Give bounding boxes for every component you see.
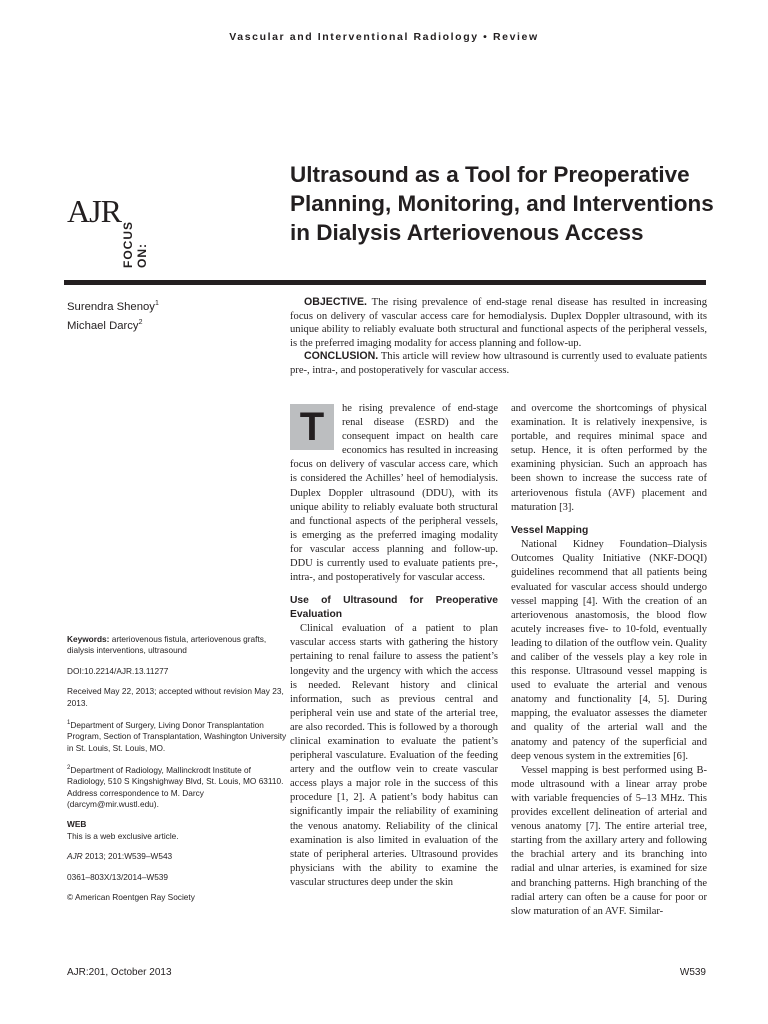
article-metadata <box>67 634 287 912</box>
article-title: Ultrasound as a Tool for Preoperative Planning, Monitoring, and Interventions in Dialysis Arteriovenous Access <box>290 162 714 245</box>
ajr-focus-logo <box>67 190 147 270</box>
doi: DOI:10.2214/AJR.13.11277 <box>67 665 169 676</box>
running-head: Vascular and Interventional Radiology • Review <box>229 31 539 43</box>
authors <box>67 296 159 334</box>
author-2: Michael Darcy$^2$ <box>67 318 143 332</box>
affiliation-2: $^2$Department of Radiology, Mallinckrodt Institute of Radiology, 510 S Kingshighway Blvd, St. Louis, MO 63110. Address correspondence to M. Darcy (darcym@mir.wustl.edu). <box>67 764 284 809</box>
section2-paragraph-1: National Kidney Foundation–Dialysis Outcomes Quality Initiative (NKF-DOQI) guidelines recommend that all patients being evaluated for vascular access should undergo vessel mapping [4]. With the creation of an arteriovenous anastomosis, the blood flow acutely increases five- to 10-fold, eventually leading to dilation of the outflow vein. Quality and caliber of the vessels play a key role in this response. Ultrasound vessel mapping is used to evaluate the arterial and venous anatomy and functionality [4, 5]. During mapping, the evaluator assesses the diameter and quality of the arterial wall and the anatomy and patency of the superficial and deep venous system in the extremities [6]. <box>511 539 707 762</box>
title-rule <box>64 280 706 285</box>
body-column-2 <box>511 402 707 919</box>
body-column-1 <box>290 402 498 890</box>
drop-cap: T <box>290 404 334 450</box>
intro-paragraph: T he rising prevalence of end-stage renal disease (ESRD) and the consequent impact on health care economics has resulted in increasing focus on delivery of vascular access care, which is considered the Achilles’ heel of hemodialysis. Duplex Doppler ultrasound (DDU), with its unique ability to reliably evaluate both structural and functional aspects of the peripheral vessels, is emerging as the preferred imaging modality for vascular access planning and follow-up. DDU is currently used to evaluate patients pre-, intra-, and postoperatively for vascular access. <box>290 403 498 584</box>
citation: AJR 2013; 201:W539–W543 <box>67 851 173 862</box>
abstract-conclusion: CONCLUSION. This article will review how ultrasound is currently used to evaluate patients pre-, intra-, and postoperatively for vascular access. <box>290 350 707 376</box>
section-heading-preoperative: Use of Ultrasound for Preoperative Evaluation <box>290 595 498 620</box>
keywords: Keywords: arteriovenous fistula, arteriovenous grafts, dialysis interventions, ultrasound <box>67 634 267 656</box>
issn: 0361–803X/13/2014–W539 <box>67 871 169 882</box>
affiliation-1: $^1$Department of Surgery, Living Donor Transplantation Program, Section of Transplantation, Washington University in St. Louis, St. Louis, MO. <box>67 719 287 753</box>
abstract-objective: OBJECTIVE. The rising prevalence of end-stage renal disease has resulted in increasing focus on delivery of vascular access care for hemodialysis. Duplex Doppler ultrasound, with its unique ability to reliably evaluate both structural and functional aspects of the peripheral vessels, is the preferred imaging modality for access planning and follow-up. <box>290 296 707 349</box>
web-note: WEB This is a web exclusive article. <box>67 819 179 841</box>
focus-on-logo-text: FOCUS ON: <box>121 221 149 268</box>
section1-paragraph: Clinical evaluation of a patient to plan vascular access starts with gathering the history pertaining to renal failure to assess the patient’s longevity and the urgency with which the access is needed. Relevant history and clinical information, such as previous central and peripheral vein use and state of the arterial tree, are also recorded. This is followed by a thorough clinical examination to evaluate the patient’s peripheral vasculature. Evaluation of the feeding artery and the outflow vein to create vascular access plays a major role in the success of this procedure [1, 2]. A patient’s body habitus can significantly impair the reliability of examining the venous anatomy. Reliability of the clinical examination is also limited in evaluation of the state of peripheral arteries. Ultrasound provides physicians with the ability to examine the vascular structures deep under the skin <box>290 623 498 888</box>
author-1: Surendra Shenoy$^1$ <box>67 300 159 313</box>
ajr-logo-text: AJR <box>67 193 121 229</box>
footer-journal: AJR:201, October 2013 <box>67 967 172 978</box>
section-heading-vessel-mapping: Vessel Mapping <box>511 524 589 536</box>
copyright: © American Roentgen Ray Society <box>67 892 195 903</box>
received-dates: Received May 22, 2013; accepted without revision May 23, 2013. <box>67 686 284 708</box>
continuation-paragraph: and overcome the shortcomings of physical examination. It is relatively inexpensive, is portable, and requires minimal space and setup. Hence, it is often performed by the examining physician. Such an approach has been shown to increase the success rate of arteriovenous fistula (AVF) placement and maturation [3]. <box>511 403 707 513</box>
footer-page-number: W539 <box>679 967 706 978</box>
abstract <box>290 296 707 378</box>
section2-paragraph-2: Vessel mapping is best performed using B-mode ultrasound with a linear array probe with variable frequencies of 5–13 MHz. This provides excellent delineation of arterial and venous anatomy [7]. The entire arterial tree, starting from the axillary artery and following the brachial artery and its branching into radial and ulnar arteries, is examined for size and branching patterns. High branching of the radial artery can often be a cause for poor or slow maturation of an AVF. Similar- <box>511 764 707 917</box>
